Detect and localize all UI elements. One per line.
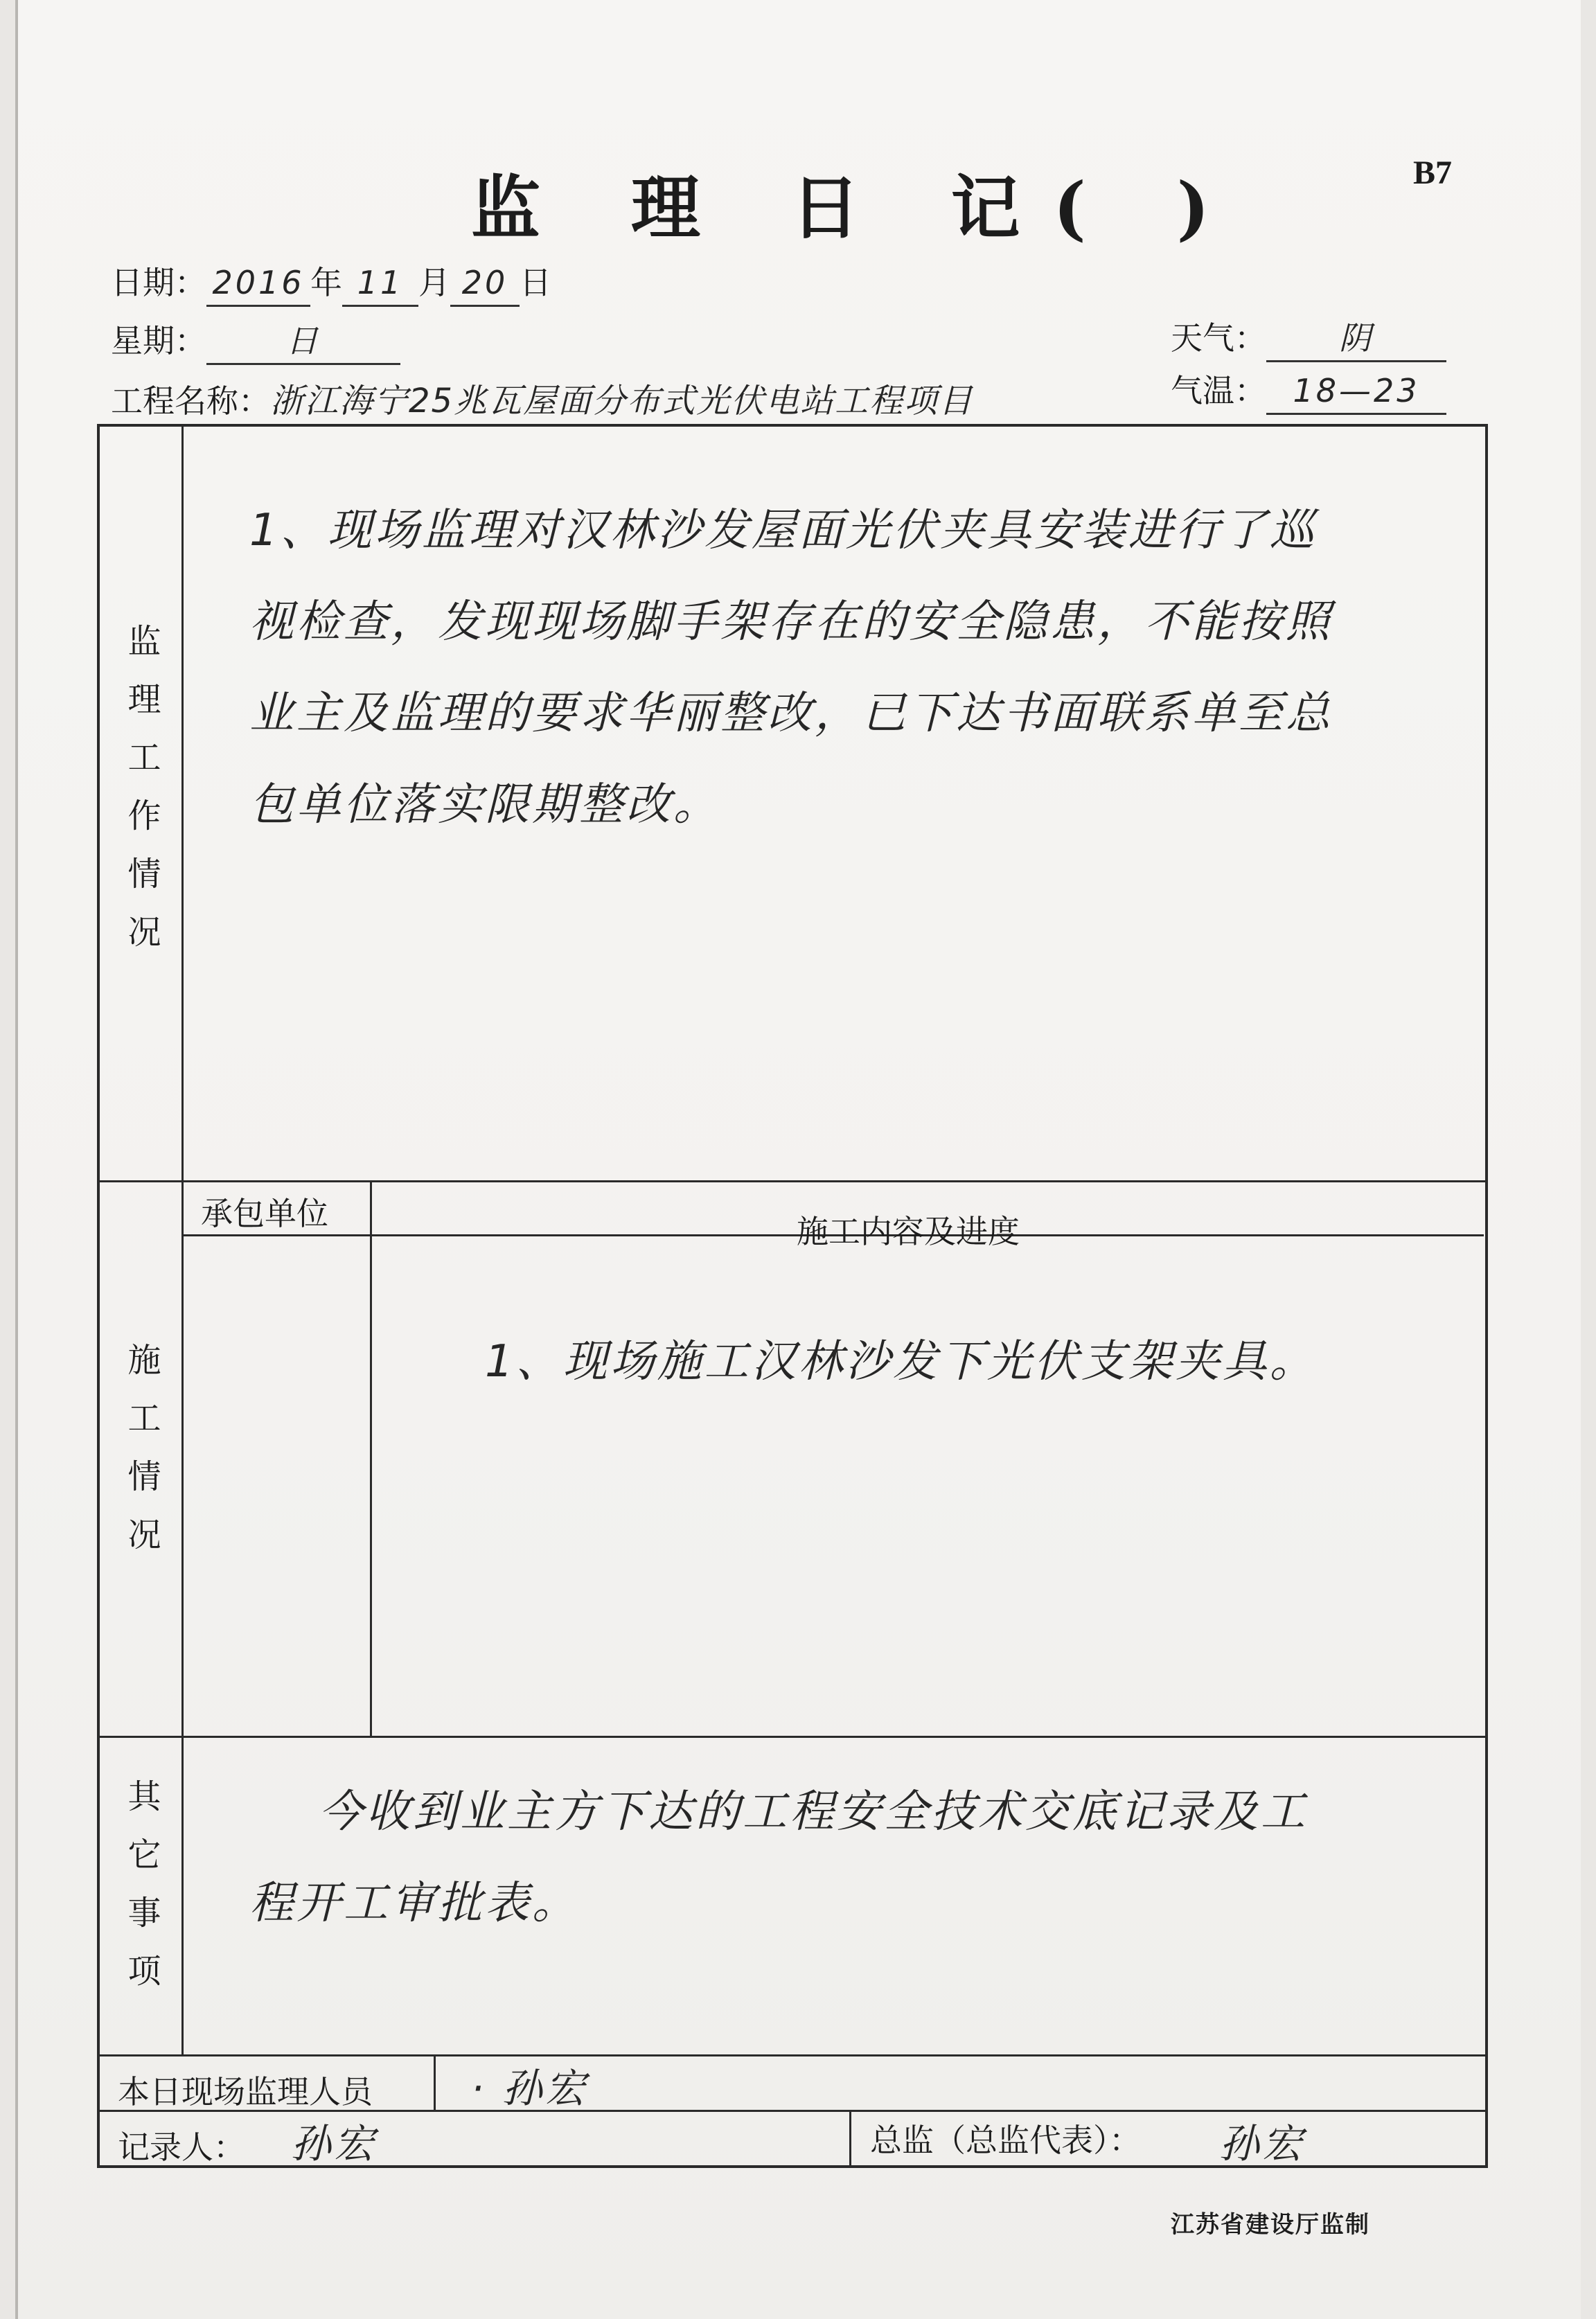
staff-label-divider [434,2054,436,2110]
weekday-row [111,316,400,365]
section-divider-2 [100,1736,1485,1738]
recorder-signature: 孙宏 [291,2120,378,2167]
date-year-field: 2016 [206,260,310,307]
weather-field: 阴 [1266,316,1446,362]
year-unit: 年 [310,264,342,301]
temperature-row [1171,366,1446,415]
date-day-field: 20 [450,260,520,307]
temperature-field: 18—23 [1266,368,1446,415]
date-row [111,258,551,307]
section-divider-3 [100,2054,1485,2056]
temperature-label: 气温： [1171,372,1266,409]
other-section-label: 其它事项 [122,1779,161,2011]
page-title: 监 理 日 记( ) [471,167,1243,249]
weekday-field: 日 [206,319,400,365]
project-row [111,374,973,422]
binding-edge [15,0,18,2319]
construction-section-label: 施工情况 [122,1342,161,1575]
section-divider-1 [100,1180,1485,1182]
date-label: 日期： [111,264,206,301]
recorder-chief-divider [849,2110,851,2165]
chief-supervisor-label: 总监（总监代表）： [870,2122,1141,2159]
weather-label: 天气： [1171,319,1266,357]
project-name-field: 浙江海宁25兆瓦屋面分布式光伏电站工程项目 [270,382,974,420]
supervision-section-label: 监理工作情况 [122,623,161,972]
recorder-label: 记录人： [118,2129,245,2166]
label-column-divider [181,427,184,2056]
day-unit: 日 [520,264,551,301]
weekday-label: 星期： [111,322,206,359]
weather-row [1171,313,1446,362]
construction-col-divider [370,1180,372,1736]
supervision-text: 1、现场监理对汉林沙发屋面光伏夹具安装进行了巡视检查，发现现场脚手架存在的安全隐患，不能按照业主及监理的要求华丽整改，已下达书面联系单至总包单位落实限期整改。 [249,505,1333,830]
issuer-note: 江苏省建设厅监制 [1171,2211,1370,2239]
staff-signature: · 孙宏 [471,2065,588,2112]
content-column-header: 施工内容及进度 [797,1213,1020,1250]
month-unit: 月 [418,264,450,301]
form-code: B7 [1413,154,1453,191]
project-label: 工程名称： [111,382,270,420]
contractor-column-header: 承包单位 [201,1195,328,1232]
staff-label: 本日现场监理人员 [118,2073,373,2111]
chief-supervisor-signature: 孙宏 [1219,2120,1306,2167]
date-month-field: 11 [342,260,418,307]
construction-text: 1、现场施工汉林沙发下光伏支架夹具。 [485,1336,1317,1387]
other-text: 今收到业主方下达的工程安全技术交底记录及工程开工审批表。 [249,1786,1308,1929]
